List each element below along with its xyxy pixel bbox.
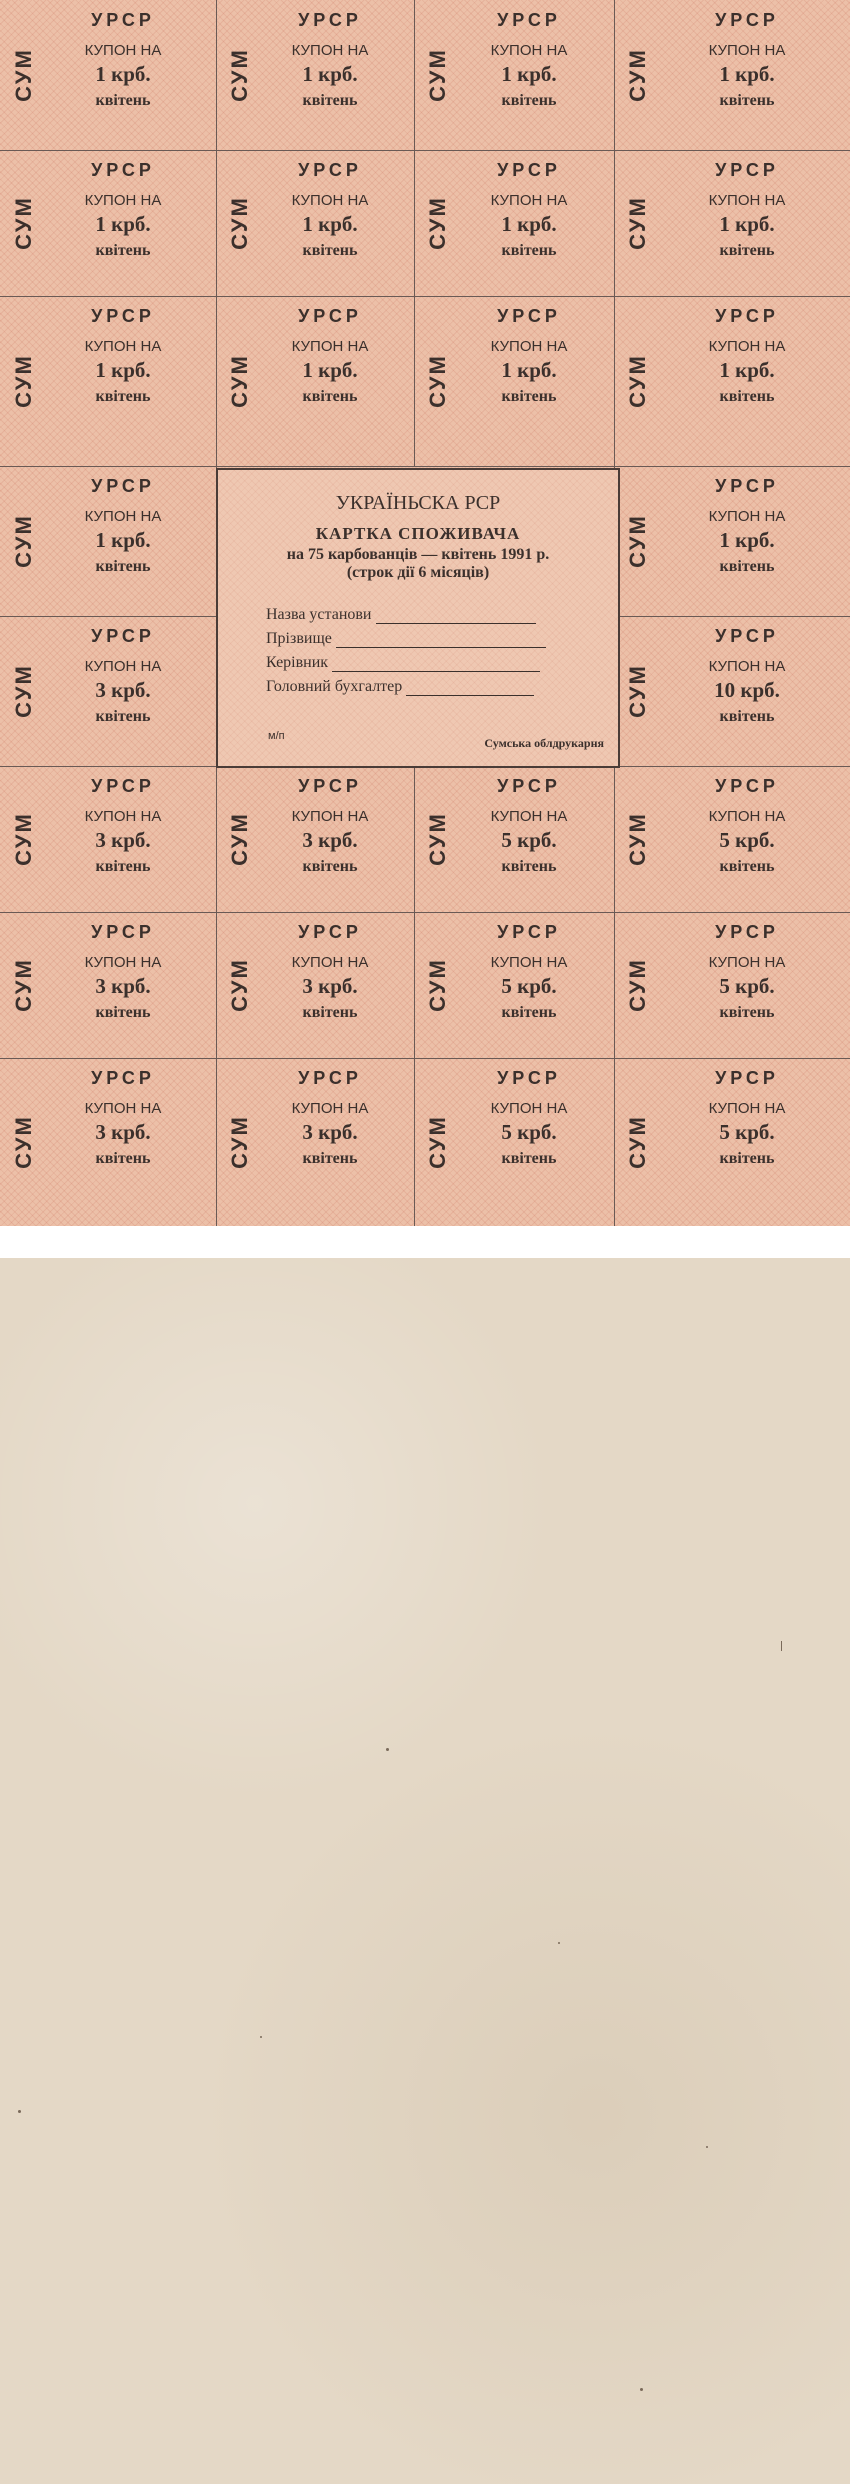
coupon-region: СУМ (227, 196, 252, 250)
consumer-card (216, 468, 620, 768)
coupon-month: квітень (719, 558, 775, 575)
coupon-region: СУМ (227, 1115, 252, 1169)
coupon-label: КУПОН НА (708, 508, 786, 525)
coupon-label: КУПОН НА (490, 192, 568, 209)
coupon-label: КУПОН НА (708, 954, 786, 971)
coupon-region: СУМ (11, 196, 36, 250)
coupon-label: КУПОН НА (490, 1100, 568, 1117)
coupon-label: КУПОН НА (708, 192, 786, 209)
coupon-amount: 5 крб. (501, 974, 557, 998)
coupon-month: квітень (302, 1004, 358, 1021)
coupon-region: СУМ (11, 958, 36, 1012)
coupon-label: КУПОН НА (84, 42, 162, 59)
coupon-label: КУПОН НА (84, 508, 162, 525)
coupon-month: квітень (719, 858, 775, 875)
coupon-amount: 3 крб. (95, 678, 151, 702)
coupon (414, 766, 614, 912)
coupon (614, 466, 850, 616)
coupon-label: КУПОН НА (291, 42, 369, 59)
coupon-region: СУМ (625, 958, 650, 1012)
coupon-amount: 1 крб. (719, 528, 775, 552)
coupon-month: квітень (95, 1004, 151, 1021)
coupon-label: КУПОН НА (84, 338, 162, 355)
accountant-field (266, 678, 534, 696)
coupon-amount: 1 крб. (302, 358, 358, 382)
coupon-amount: 3 крб. (302, 974, 358, 998)
coupon (614, 296, 850, 466)
coupon (614, 0, 850, 150)
coupon (216, 766, 414, 912)
coupon-month: квітень (302, 242, 358, 259)
paper-speck (260, 2036, 262, 2038)
coupon (614, 912, 850, 1058)
accountant-label: Головний бухгалтер (266, 678, 403, 695)
coupon-amount: 3 крб. (302, 828, 358, 852)
coupon-region: СУМ (425, 958, 450, 1012)
surname-field (266, 630, 546, 648)
coupon-amount: 1 крб. (302, 212, 358, 236)
coupon (414, 1058, 614, 1226)
coupon-region: СУМ (425, 1115, 450, 1169)
coupon-label: КУПОН НА (490, 954, 568, 971)
coupon-month: квітень (501, 1150, 557, 1167)
paper-speck (706, 2146, 708, 2148)
coupon-republic: УРСР (91, 626, 155, 646)
coupon-republic: УРСР (497, 776, 561, 796)
coupon-amount: 5 крб. (719, 1120, 775, 1144)
coupon (414, 150, 614, 296)
coupon-republic: УРСР (298, 776, 362, 796)
coupon-region: СУМ (625, 196, 650, 250)
coupon (0, 466, 216, 616)
coupon-region: СУМ (11, 1115, 36, 1169)
coupon-label: КУПОН НА (708, 42, 786, 59)
coupon-region: СУМ (227, 354, 252, 408)
coupon-label: КУПОН НА (84, 954, 162, 971)
coupon-republic: УРСР (715, 476, 779, 496)
coupon-month: квітень (719, 242, 775, 259)
coupon-month: квітень (302, 1150, 358, 1167)
coupon-region: СУМ (11, 514, 36, 568)
coupon-republic: УРСР (715, 306, 779, 326)
coupon-republic: УРСР (298, 160, 362, 180)
coupon-region: СУМ (227, 812, 252, 866)
coupon-label: КУПОН НА (84, 658, 162, 675)
coupon-label: КУПОН НА (84, 1100, 162, 1117)
coupon-amount: 1 крб. (95, 528, 151, 552)
coupon-sheet-front (0, 0, 850, 1226)
coupon-republic: УРСР (298, 10, 362, 30)
coupon-month: квітень (95, 708, 151, 725)
coupon (614, 616, 850, 766)
coupon (0, 766, 216, 912)
coupon-month: квітень (719, 388, 775, 405)
paper-speck (386, 1748, 389, 1751)
coupon-amount: 1 крб. (95, 62, 151, 86)
coupon-amount: 1 крб. (719, 358, 775, 382)
coupon-republic: УРСР (298, 1068, 362, 1088)
coupon-region: СУМ (625, 1115, 650, 1169)
coupon-republic: УРСР (715, 10, 779, 30)
coupon-republic: УРСР (91, 10, 155, 30)
coupon-amount: 5 крб. (501, 828, 557, 852)
coupon (216, 1058, 414, 1226)
coupon-month: квітень (719, 1150, 775, 1167)
coupon-region: СУМ (11, 354, 36, 408)
coupon-amount: 10 крб. (714, 678, 780, 702)
coupon-republic: УРСР (497, 10, 561, 30)
coupon-label: КУПОН НА (291, 954, 369, 971)
coupon-label: КУПОН НА (708, 658, 786, 675)
coupon-republic: УРСР (715, 1068, 779, 1088)
coupon-republic: УРСР (715, 160, 779, 180)
coupon-amount: 1 крб. (302, 62, 358, 86)
coupon-amount: 1 крб. (95, 212, 151, 236)
card-title: УКРАЇНЬСКА РСР (335, 492, 501, 514)
surname-line (336, 633, 546, 648)
coupon-month: квітень (302, 388, 358, 405)
manager-field (266, 654, 540, 672)
coupon (0, 0, 216, 150)
coupon-label: КУПОН НА (291, 338, 369, 355)
coupon-amount: 3 крб. (95, 1120, 151, 1144)
coupon-month: квітень (719, 708, 775, 725)
coupon-month: квітень (501, 388, 557, 405)
coupon (414, 0, 614, 150)
manager-label: Керівник (266, 654, 329, 671)
coupon-amount: 1 крб. (501, 212, 557, 236)
printer-label: Сумська облдрукарня (484, 736, 604, 750)
coupon-region: СУМ (11, 48, 36, 102)
coupon-republic: УРСР (497, 160, 561, 180)
coupon-region: СУМ (625, 514, 650, 568)
coupon (414, 912, 614, 1058)
coupon-label: КУПОН НА (291, 1100, 369, 1117)
coupon-republic: УРСР (91, 476, 155, 496)
stamp-place-label: м/п (268, 730, 285, 742)
paper-speck (558, 1942, 560, 1944)
coupon-region: СУМ (625, 48, 650, 102)
coupon-month: квітень (501, 858, 557, 875)
coupon-republic: УРСР (298, 922, 362, 942)
coupon (414, 296, 614, 466)
coupon-region: СУМ (425, 354, 450, 408)
coupon-month: квітень (95, 242, 151, 259)
card-heading: КАРТКА СПОЖИВАЧА (315, 524, 521, 543)
coupon-republic: УРСР (715, 626, 779, 646)
surname-label: Прізвище (266, 630, 332, 647)
coupon-republic: УРСР (298, 306, 362, 326)
coupon-region: СУМ (227, 958, 252, 1012)
coupon (614, 1058, 850, 1226)
coupon (216, 296, 414, 466)
coupon-region: СУМ (227, 48, 252, 102)
coupon-amount: 3 крб. (302, 1120, 358, 1144)
coupon-amount: 3 крб. (95, 828, 151, 852)
coupon-month: квітень (501, 1004, 557, 1021)
coupon-amount: 5 крб. (719, 828, 775, 852)
coupon-amount: 5 крб. (501, 1120, 557, 1144)
coupon-republic: УРСР (497, 1068, 561, 1088)
coupon-sheet-back (0, 1258, 850, 2484)
coupon (614, 766, 850, 912)
coupon-region: СУМ (625, 664, 650, 718)
coupon-month: квітень (95, 388, 151, 405)
coupon (216, 0, 414, 150)
paper-speck (640, 2388, 643, 2391)
coupon-region: СУМ (625, 354, 650, 408)
coupon-amount: 3 крб. (95, 974, 151, 998)
coupon-label: КУПОН НА (84, 192, 162, 209)
coupon-label: КУПОН НА (708, 338, 786, 355)
coupon-label: КУПОН НА (291, 192, 369, 209)
coupon-republic: УРСР (91, 1068, 155, 1088)
coupon-amount: 5 крб. (719, 974, 775, 998)
coupon-label: КУПОН НА (490, 338, 568, 355)
coupon (216, 912, 414, 1058)
coupon (0, 616, 216, 766)
coupon-republic: УРСР (497, 306, 561, 326)
coupon-republic: УРСР (497, 922, 561, 942)
coupon-label: КУПОН НА (708, 808, 786, 825)
coupon (0, 150, 216, 296)
coupon-region: СУМ (11, 664, 36, 718)
coupon-republic: УРСР (91, 160, 155, 180)
coupon (216, 150, 414, 296)
accountant-line (406, 681, 534, 696)
coupon-month: квітень (95, 858, 151, 875)
coupon (0, 912, 216, 1058)
coupon-amount: 1 крб. (719, 62, 775, 86)
coupon-label: КУПОН НА (490, 808, 568, 825)
coupon-label: КУПОН НА (490, 42, 568, 59)
coupon-amount: 1 крб. (719, 212, 775, 236)
coupon-month: квітень (302, 92, 358, 109)
paper-speck (781, 1641, 782, 1651)
coupon-region: СУМ (625, 812, 650, 866)
institution-field (266, 606, 536, 624)
coupon-amount: 1 крб. (501, 358, 557, 382)
coupon-month: квітень (95, 92, 151, 109)
institution-line (376, 609, 536, 624)
coupon-republic: УРСР (715, 776, 779, 796)
coupon-republic: УРСР (715, 922, 779, 942)
coupon-month: квітень (302, 858, 358, 875)
coupon (614, 150, 850, 296)
coupon-region: СУМ (425, 812, 450, 866)
coupon-month: квітень (719, 1004, 775, 1021)
coupon-month: квітень (95, 1150, 151, 1167)
coupon (0, 1058, 216, 1226)
coupon-region: СУМ (11, 812, 36, 866)
coupon-label: КУПОН НА (291, 808, 369, 825)
coupon-republic: УРСР (91, 776, 155, 796)
coupon-amount: 1 крб. (501, 62, 557, 86)
card-value-line: на 75 карбованців — квітень 1991 р. (286, 546, 550, 563)
coupon-label: КУПОН НА (708, 1100, 786, 1117)
institution-label: Назва установи (266, 606, 372, 623)
coupon-month: квітень (95, 558, 151, 575)
coupon-region: СУМ (425, 48, 450, 102)
coupon (0, 296, 216, 466)
coupon-republic: УРСР (91, 306, 155, 326)
coupon-label: КУПОН НА (84, 808, 162, 825)
coupon-month: квітень (501, 242, 557, 259)
manager-line (332, 657, 540, 672)
card-validity-line: (строк дії 6 місяців) (346, 564, 490, 581)
coupon-region: СУМ (425, 196, 450, 250)
coupon-amount: 1 крб. (95, 358, 151, 382)
coupon-month: квітень (501, 92, 557, 109)
paper-speck (18, 2110, 21, 2113)
coupon-republic: УРСР (91, 922, 155, 942)
coupon-month: квітень (719, 92, 775, 109)
